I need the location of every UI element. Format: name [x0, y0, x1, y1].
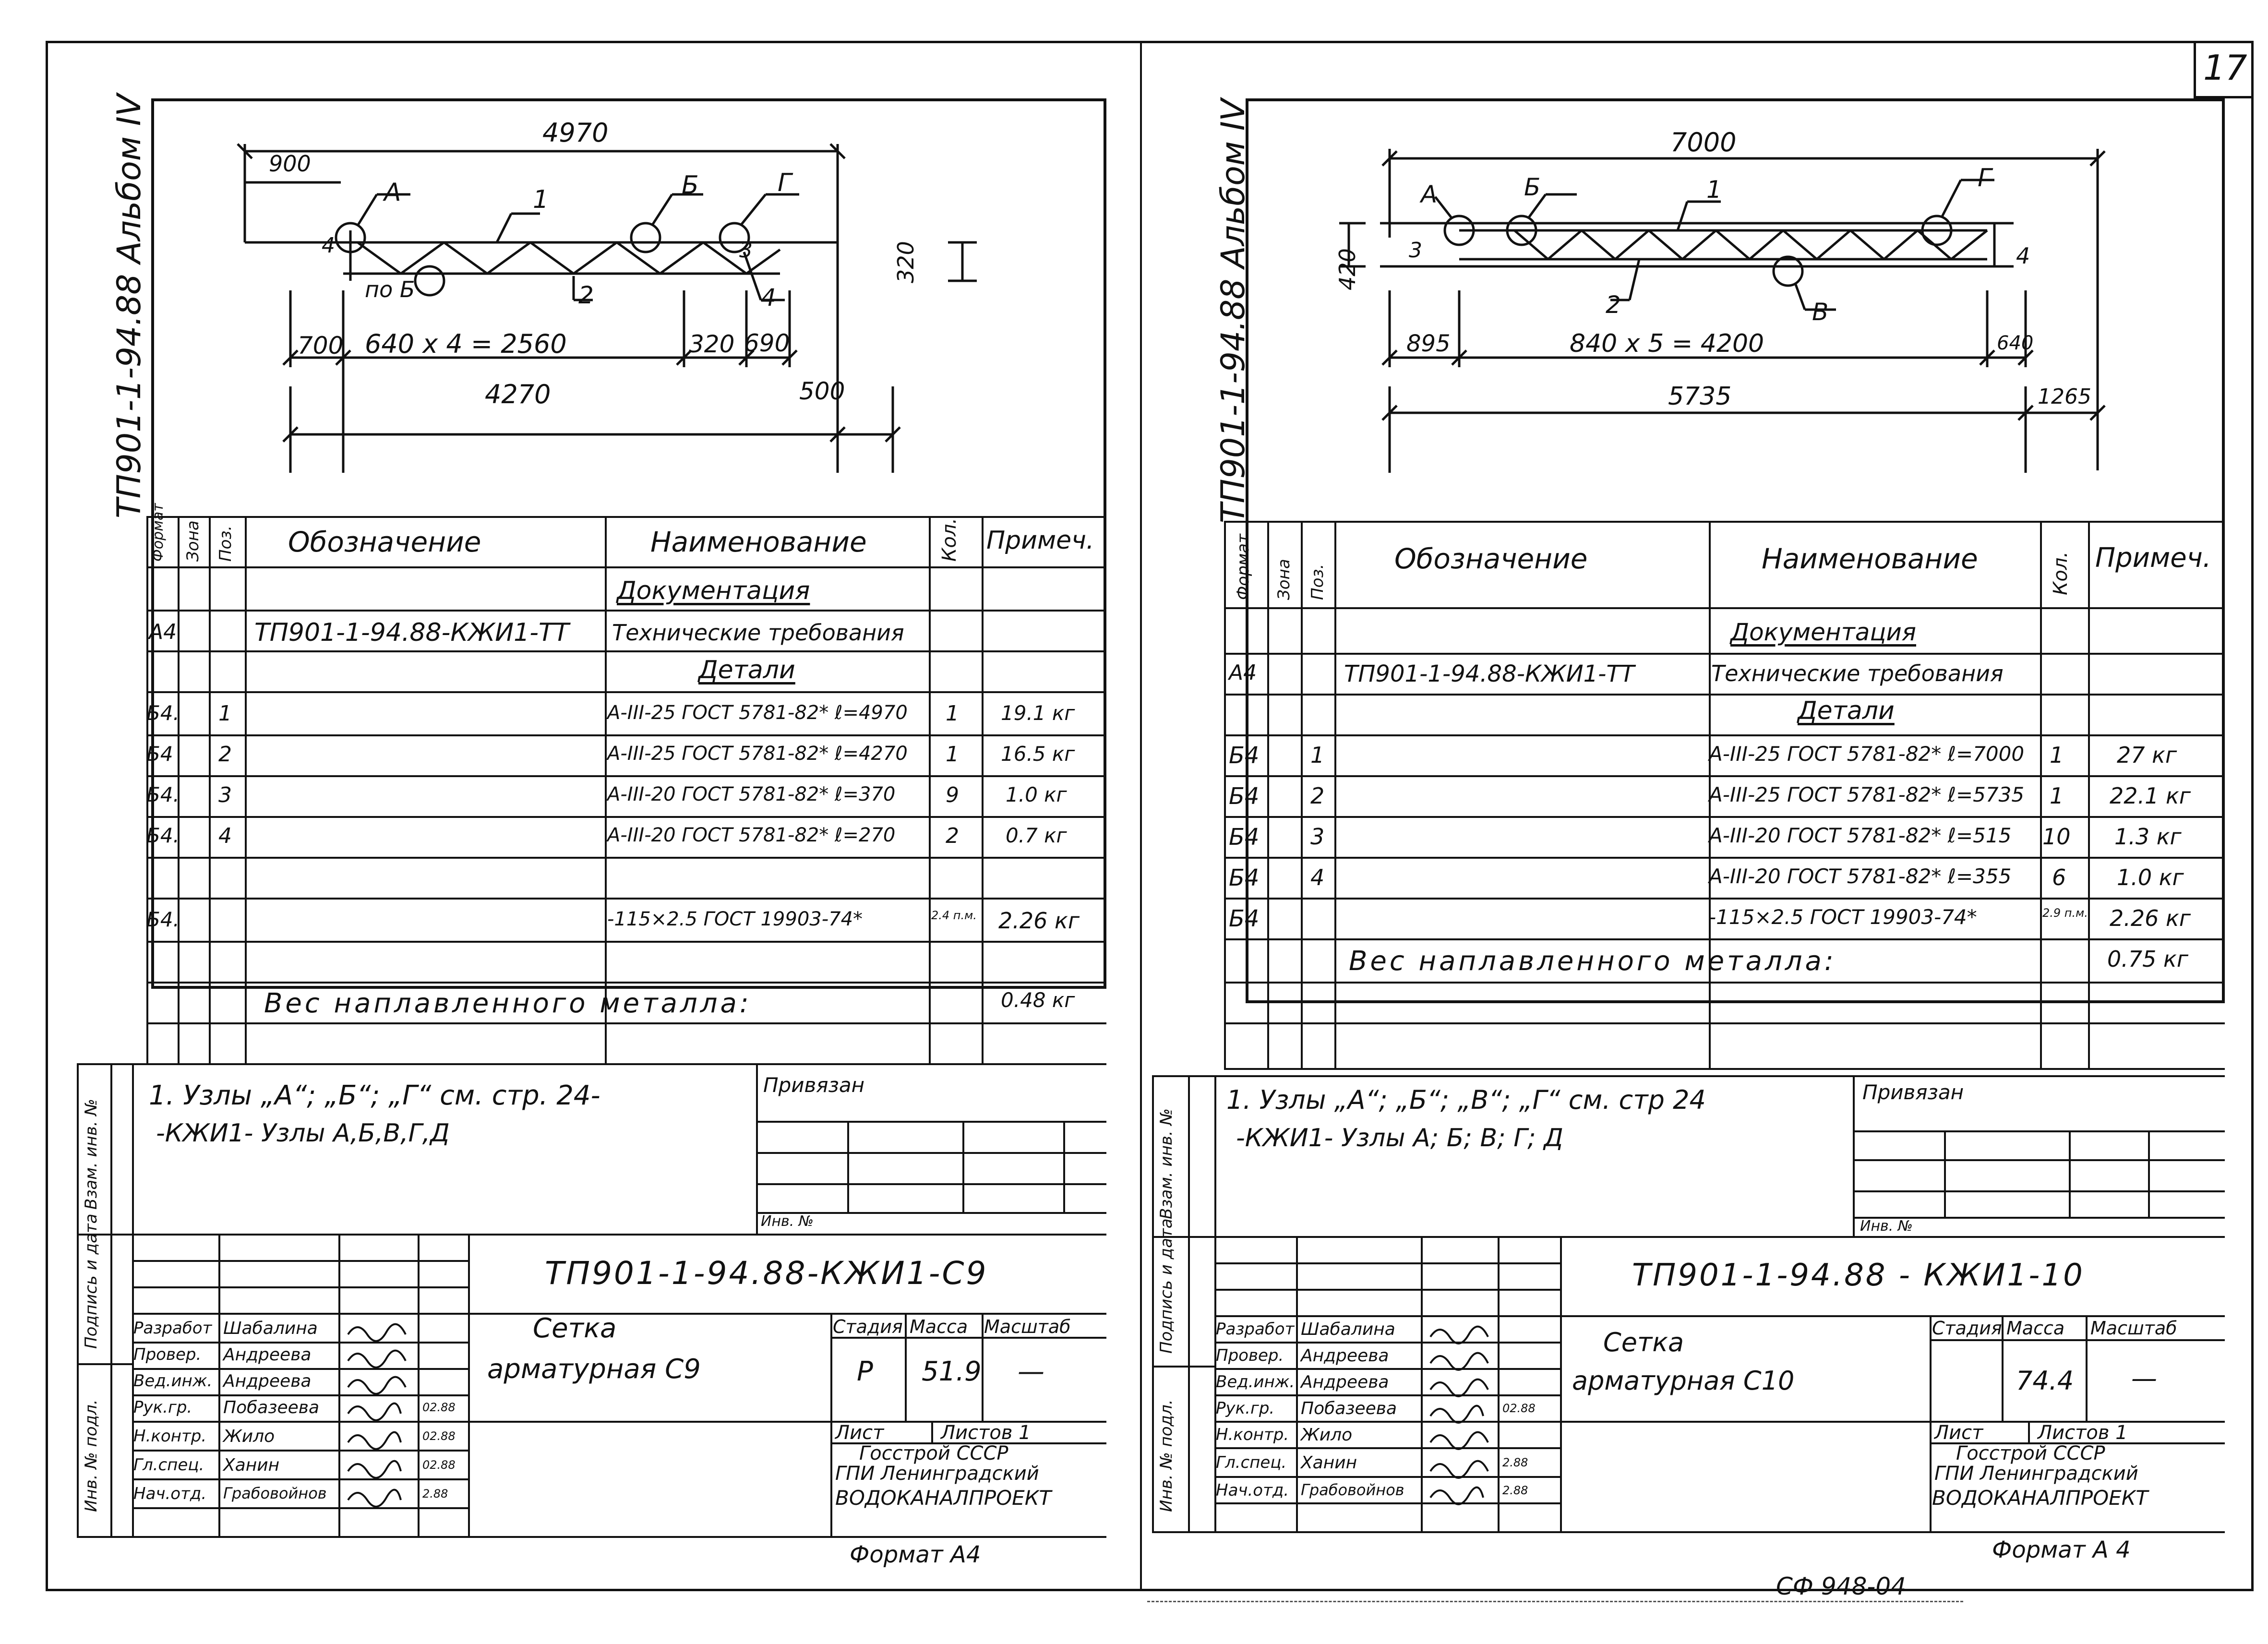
left-format: Формат А4 — [850, 1541, 981, 1568]
left-block-line — [77, 1063, 79, 1536]
left-block-line — [931, 1421, 933, 1442]
left-row1-pos: 1 — [218, 701, 232, 726]
right-block-line — [2028, 1421, 2030, 1442]
left-scale-header: Масштаб — [984, 1316, 1071, 1337]
right-block-line — [2069, 1130, 2071, 1217]
right-dim-total: 7000 — [1670, 127, 1737, 157]
left-col-line — [245, 516, 247, 1063]
right-block-line — [1152, 1075, 2225, 1077]
right-row3-format: Б4 — [1229, 824, 1260, 851]
right-block-line — [1853, 1190, 2225, 1192]
left-row-line — [146, 734, 1106, 736]
left-row2-qty: 1 — [946, 742, 959, 767]
right-staff-role: Нач.отд. — [1216, 1481, 1289, 1500]
right-header-pos: Поз. — [1308, 564, 1327, 600]
left-block-line — [77, 1063, 1106, 1065]
left-row-line — [146, 941, 1106, 943]
left-signatures — [338, 1313, 468, 1536]
left-block-line — [132, 1234, 1106, 1236]
right-staff-role: Н.контр. — [1216, 1425, 1289, 1444]
left-staff-name: Андреева — [223, 1345, 312, 1365]
right-row-line — [1224, 607, 2225, 609]
right-block-line — [1214, 1289, 1560, 1291]
right-col-line — [1301, 521, 1303, 1068]
right-doc-code: ТП901-1-94.88 - КЖИ1-10 — [1632, 1258, 2085, 1293]
left-staff-name: Грабовойнов — [223, 1484, 327, 1502]
left-block-line — [756, 1183, 1106, 1185]
left-node-g: Г — [778, 168, 792, 197]
left-row-line — [146, 650, 1106, 652]
left-header-pos: Поз. — [216, 525, 235, 562]
right-strip-name: -115×2.5 ГОСТ 19903-74* — [1709, 905, 1977, 929]
left-staff-name: Шабалина — [223, 1319, 318, 1338]
right-row-line — [1224, 775, 2225, 777]
right-side-label-3: Инв. № подл. — [1157, 1399, 1176, 1512]
right-row4-format: Б4 — [1229, 864, 1260, 891]
left-staff-date: 02.88 — [422, 1401, 456, 1414]
left-section-parts: Детали — [698, 656, 795, 684]
left-block-line — [847, 1121, 849, 1212]
left-row2-format: Б4 — [146, 742, 173, 766]
left-staff-role: Разработ — [133, 1319, 212, 1338]
left-header-name: Наименование — [650, 526, 867, 558]
right-row-line — [1224, 938, 2225, 940]
left-sheet-header: Лист — [835, 1422, 884, 1444]
left-dim-total: 4970 — [542, 118, 609, 148]
right-dim-1265: 1265 — [2038, 384, 2091, 409]
right-block-line — [1560, 1236, 1562, 1531]
left-row-line — [146, 982, 1106, 984]
right-row4-pos: 4 — [1310, 864, 1325, 890]
left-row3-name: А-III-20 ГОСТ 5781-82* ℓ=370 — [607, 783, 896, 805]
left-block-line — [132, 1313, 1106, 1315]
right-col-line — [1267, 521, 1269, 1068]
left-note-line-2: -КЖИ1- Узлы А,Б,В,Г,Д — [156, 1119, 450, 1148]
left-col-line — [929, 516, 931, 1063]
right-col-line — [2040, 521, 2042, 1068]
left-weld-label: Вес наплавленного металла: — [264, 988, 752, 1019]
right-block-line — [1214, 1315, 2225, 1317]
left-header-note: Примеч. — [986, 526, 1094, 555]
left-block-line — [1063, 1121, 1065, 1212]
left-block-line — [756, 1152, 1106, 1154]
left-node-pob: по Б — [365, 276, 415, 302]
left-header-zone: Зона — [183, 520, 203, 562]
right-row-line — [1224, 898, 2225, 900]
left-stage-header: Стадия — [833, 1316, 903, 1337]
right-strip-qty: 2.9 п.м. — [2042, 906, 2088, 920]
left-staff-name: Андреева — [223, 1371, 312, 1391]
left-row2-pos: 2 — [218, 742, 232, 767]
right-row2-format: Б4 — [1229, 783, 1260, 810]
right-block-line — [1853, 1130, 2225, 1132]
left-dim-690: 690 — [744, 329, 790, 357]
right-staff-name: Шабалина — [1301, 1320, 1395, 1339]
right-row-line — [1224, 857, 2225, 859]
right-signatures — [1421, 1315, 1560, 1531]
left-side-label-3: Инв. № подл. — [82, 1399, 101, 1512]
right-row-line — [1224, 653, 2225, 655]
left-strip-note: 2.26 кг — [998, 908, 1080, 934]
left-block-line — [468, 1234, 470, 1536]
right-header-note: Примеч. — [2095, 542, 2211, 574]
left-node-b: Б — [682, 171, 699, 200]
left-strip-format: Б4. — [146, 908, 180, 931]
left-staff-name: Жило — [223, 1427, 275, 1446]
right-row-line — [1224, 521, 2225, 523]
left-row-line — [146, 610, 1106, 612]
right-strip-note: 2.26 кг — [2110, 905, 2191, 931]
left-doc-name: Технические требования — [612, 620, 904, 646]
right-block-line — [1152, 1075, 1154, 1531]
left-staff-date: 2.88 — [422, 1487, 448, 1500]
left-header-qty: Кол. — [938, 517, 960, 562]
left-side-label-2: Подпись и дата — [82, 1213, 101, 1349]
right-dim-420-vertical: 420 — [1334, 248, 1360, 290]
left-privyazan: Привязан — [763, 1073, 865, 1097]
right-header-name: Наименование — [1762, 542, 1978, 575]
left-strip-qty: 2.4 п.м. — [931, 909, 977, 922]
right-pos-3: 3 — [1409, 238, 1422, 263]
right-row1-qty: 1 — [2050, 742, 2064, 768]
right-side-label-2: Подпись и дата — [1157, 1218, 1176, 1354]
right-node-b: Б — [1524, 173, 1541, 201]
left-pos-1: 1 — [533, 185, 549, 214]
right-note-line-2: -КЖИ1- Узлы А; Б; В; Г; Д — [1236, 1124, 1563, 1152]
right-staff-role: Разработ — [1216, 1320, 1295, 1339]
right-mass-header: Масса — [2006, 1318, 2065, 1339]
left-row3-format: Б4. — [146, 783, 180, 806]
page-number: 17 — [2203, 48, 2247, 88]
left-row4-format: Б4. — [146, 824, 180, 847]
right-staff-date: 02.88 — [1502, 1402, 1536, 1415]
left-sheets-header: Листов 1 — [941, 1422, 1031, 1444]
left-block-line — [962, 1121, 964, 1212]
left-row-line — [146, 775, 1106, 777]
right-doc-name: Технические требования — [1711, 660, 2004, 686]
right-row-line — [1224, 694, 2225, 696]
right-block-line — [1296, 1236, 1298, 1531]
right-staff-date: 2.88 — [1502, 1456, 1528, 1469]
left-row4-qty: 2 — [946, 824, 959, 848]
left-staff-date: 02.88 — [422, 1458, 456, 1472]
right-staff-date: 2.88 — [1502, 1484, 1528, 1497]
left-dim-mid: 640 х 4 = 2560 — [365, 329, 567, 359]
left-header-designation: Обозначение — [288, 526, 481, 558]
right-block-line — [1930, 1339, 2225, 1341]
left-block-line — [218, 1234, 220, 1536]
right-dim-640: 640 — [1997, 332, 2034, 354]
left-row-line — [146, 898, 1106, 900]
right-org-1: Госстрой СССР — [1956, 1442, 2105, 1464]
left-staff-date: 02.88 — [422, 1429, 456, 1443]
right-block-line — [1853, 1159, 2225, 1161]
right-pos-1: 1 — [1706, 176, 1722, 204]
right-staff-name: Андреева — [1301, 1372, 1389, 1392]
right-truss-drawing — [1246, 98, 2225, 526]
left-pos-2: 2 — [578, 281, 594, 309]
left-row-line — [146, 1022, 1106, 1024]
right-mass-value: 74.4 — [2016, 1366, 2074, 1396]
right-row2-name: А-III-25 ГОСТ 5781-82* ℓ=5735 — [1709, 783, 2025, 806]
left-block-line — [756, 1063, 758, 1234]
left-staff-name: Побазеева — [223, 1398, 320, 1417]
sheet-fold-line — [1140, 41, 1142, 1591]
left-row3-note: 1.0 кг — [1006, 783, 1067, 806]
right-staff-name: Андреева — [1301, 1346, 1389, 1366]
right-row4-qty: 6 — [2052, 864, 2066, 890]
right-col-line — [2088, 521, 2090, 1068]
right-row-line — [1224, 982, 2225, 984]
bottom-scan-line — [1147, 1601, 1963, 1602]
right-row-line — [1224, 1022, 2225, 1024]
left-scale-value: — — [1018, 1356, 1044, 1387]
right-privyazan: Привязан — [1862, 1080, 1964, 1104]
right-header-zone: Зона — [1274, 559, 1294, 600]
right-staff-name: Ханин — [1301, 1453, 1357, 1473]
left-dim-320-vertical: 320 — [893, 241, 919, 283]
right-node-a: А — [1421, 180, 1438, 208]
right-scale-header: Масштаб — [2090, 1318, 2177, 1339]
right-pos-4: 4 — [2016, 243, 2030, 269]
right-row3-qty: 10 — [2042, 824, 2071, 850]
right-block-line — [1853, 1075, 1855, 1236]
left-row-line — [146, 816, 1106, 818]
left-side-label-1: Взам. инв. № — [82, 1099, 101, 1210]
right-block-line — [1944, 1130, 1946, 1217]
left-block-line — [756, 1121, 1106, 1123]
right-row2-qty: 1 — [2050, 783, 2064, 809]
left-doc-designation: ТП901-1-94.88-КЖИ1-ТТ — [254, 618, 569, 647]
right-staff-role: Гл.спец. — [1216, 1453, 1287, 1472]
right-block-line — [1152, 1366, 1214, 1368]
right-row4-name: А-III-20 ГОСТ 5781-82* ℓ=355 — [1709, 864, 2012, 888]
left-dim-900: 900 — [269, 151, 311, 177]
left-node-a: А — [384, 178, 401, 207]
right-sheets-header: Листов 1 — [2038, 1422, 2128, 1444]
left-table-top-border — [146, 516, 1106, 518]
right-block-line — [1152, 1531, 2225, 1533]
right-col-line — [1224, 521, 1226, 1068]
left-row-line — [146, 857, 1106, 859]
right-weld-note: 0.75 кг — [2107, 946, 2188, 972]
right-staff-name: Жило — [1301, 1425, 1353, 1445]
right-album-label: ТП901-1-94.88 Альбом IV — [1214, 98, 1252, 523]
left-block-line — [905, 1313, 907, 1421]
left-block-line — [77, 1363, 132, 1365]
right-block-line — [2148, 1130, 2150, 1217]
left-staff-name: Ханин — [223, 1455, 280, 1475]
right-stage-header: Стадия — [1932, 1318, 2002, 1339]
left-block-line — [982, 1313, 984, 1421]
right-header-designation: Обозначение — [1394, 542, 1588, 575]
left-row1-qty: 1 — [946, 701, 959, 726]
left-staff-role: Гл.спец. — [133, 1455, 204, 1475]
right-block-line — [2086, 1315, 2088, 1421]
left-header-format: Формат — [150, 503, 167, 562]
right-item-name-2: арматурная С10 — [1572, 1366, 1795, 1396]
right-doc-designation: ТП901-1-94.88-КЖИ1-ТТ — [1344, 660, 1635, 687]
left-org-1: Госстрой СССР — [859, 1442, 1008, 1464]
right-staff-role: Провер. — [1216, 1346, 1284, 1365]
left-col-line — [982, 516, 984, 1063]
left-row1-format: Б4. — [146, 701, 180, 725]
right-row-line — [1224, 734, 2225, 736]
left-row-line — [146, 691, 1106, 693]
right-dim-5735: 5735 — [1668, 382, 1732, 411]
right-node-v: В — [1812, 298, 1829, 326]
right-block-line — [1188, 1075, 1190, 1531]
left-row2-note: 16.5 кг — [1001, 742, 1075, 766]
left-item-name-1: Сетка — [533, 1313, 617, 1344]
right-col-line — [1334, 521, 1336, 1068]
footer-code: СФ 948-04 — [1776, 1572, 1906, 1600]
left-stage-value: Р — [857, 1356, 873, 1387]
left-block-line — [110, 1063, 112, 1536]
right-weld-label: Вес наплавленного металла: — [1349, 946, 1836, 977]
left-block-line — [77, 1536, 1106, 1538]
left-block-line — [830, 1313, 832, 1536]
left-section-docs: Документация — [617, 576, 810, 605]
left-dim-4270: 4270 — [485, 379, 551, 409]
right-row1-format: Б4 — [1229, 742, 1260, 769]
right-side-label-1: Взам. инв. № — [1157, 1108, 1176, 1219]
right-block-line — [1930, 1315, 1932, 1531]
right-scale-value: — — [2131, 1363, 2157, 1393]
left-item-name-2: арматурная С9 — [487, 1354, 701, 1385]
left-note-line-1: 1. Узлы „А“; „Б“; „Г“ см. стр. 24- — [149, 1080, 600, 1111]
left-album-label: ТП901-1-94.88 Альбом IV — [110, 94, 148, 518]
right-inv-no: Инв. № — [1860, 1218, 1913, 1235]
left-org-3: ВОДОКАНАЛПРОЕКТ — [835, 1486, 1052, 1510]
left-staff-role: Провер. — [133, 1345, 202, 1364]
right-item-name-1: Сетка — [1603, 1327, 1684, 1357]
right-staff-name: Грабовойнов — [1301, 1481, 1404, 1499]
right-header-qty: Кол. — [2050, 551, 2072, 595]
right-org-3: ВОДОКАНАЛПРОЕКТ — [1932, 1486, 2148, 1510]
right-header-format: Формат — [1234, 534, 1253, 600]
right-row-line — [1224, 816, 2225, 818]
right-node-g: Г — [1978, 164, 1992, 192]
right-format: Формат А 4 — [1992, 1536, 2131, 1563]
left-row4-name: А-III-20 ГОСТ 5781-82* ℓ=270 — [607, 824, 896, 846]
left-row3-pos: 3 — [218, 783, 232, 807]
right-row4-note: 1.0 кг — [2117, 864, 2184, 890]
right-row1-note: 27 кг — [2117, 742, 2177, 768]
left-staff-role: Вед.инж. — [133, 1371, 213, 1391]
left-strip-name: -115×2.5 ГОСТ 19903-74* — [607, 908, 863, 930]
right-row1-name: А-III-25 ГОСТ 5781-82* ℓ=7000 — [1709, 742, 2025, 766]
right-row2-note: 22.1 кг — [2110, 783, 2191, 809]
left-row3-qty: 9 — [946, 783, 959, 807]
right-staff-name: Побазеева — [1301, 1399, 1397, 1418]
right-block-line — [1214, 1262, 1560, 1264]
left-staff-role: Нач.отд. — [133, 1484, 207, 1503]
left-col-line — [605, 516, 607, 1063]
left-row-line — [146, 566, 1106, 568]
right-row-line — [1224, 1068, 2225, 1070]
left-doc-code: ТП901-1-94.88-КЖИ1-С9 — [545, 1255, 988, 1292]
right-block-line — [1214, 1236, 2225, 1238]
left-row4-pos: 4 — [218, 824, 232, 848]
right-section-docs: Документация — [1730, 618, 1916, 646]
left-col-line — [209, 516, 211, 1063]
left-inv-no: Инв. № — [761, 1213, 814, 1230]
right-staff-role: Вед.инж. — [1216, 1372, 1295, 1392]
right-dim-895: 895 — [1406, 330, 1451, 357]
left-dim-700: 700 — [298, 332, 344, 360]
left-row1-name: А-III-25 ГОСТ 5781-82* ℓ=4970 — [607, 702, 908, 724]
right-note-line-1: 1. Узлы „А“; „Б“; „В“; „Г“ см. стр 24 — [1226, 1085, 1706, 1115]
left-dim-500: 500 — [799, 377, 845, 405]
right-doc-format: А4 — [1229, 660, 1257, 685]
left-pos-4-top: 4 — [322, 233, 335, 258]
left-doc-format: А4 — [149, 620, 177, 644]
right-org-2: ГПИ Ленинградский — [1934, 1463, 2138, 1485]
right-row2-pos: 2 — [1310, 783, 1325, 809]
left-dim-320: 320 — [689, 330, 735, 358]
right-row3-name: А-III-20 ГОСТ 5781-82* ℓ=515 — [1709, 824, 2012, 847]
right-strip-format: Б4 — [1229, 905, 1260, 932]
left-pos-4-bottom: 4 — [761, 284, 776, 312]
left-org-2: ГПИ Ленинградский — [835, 1463, 1039, 1485]
left-mass-header: Масса — [910, 1316, 968, 1337]
left-weld-note: 0.48 кг — [1001, 988, 1075, 1012]
left-staff-role: Рук.гр. — [133, 1398, 192, 1417]
right-dim-mid: 840 х 5 = 4200 — [1570, 329, 1764, 358]
right-staff-role: Рук.гр. — [1216, 1399, 1275, 1418]
right-section-parts: Детали — [1798, 696, 1895, 725]
right-row3-pos: 3 — [1310, 824, 1325, 850]
left-mass-value: 51.9 — [922, 1356, 982, 1387]
left-row4-note: 0.7 кг — [1006, 824, 1067, 847]
left-row1-note: 19.1 кг — [1001, 701, 1075, 725]
right-row1-pos: 1 — [1310, 742, 1325, 768]
right-sheet-header: Лист — [1934, 1422, 1983, 1444]
left-pos-3: 3 — [739, 238, 753, 263]
right-row3-note: 1.3 кг — [2114, 824, 2182, 850]
right-pos-2: 2 — [1606, 291, 1621, 319]
left-staff-role: Н.контр. — [133, 1427, 207, 1446]
left-row2-name: А-III-25 ГОСТ 5781-82* ℓ=4270 — [607, 743, 908, 765]
